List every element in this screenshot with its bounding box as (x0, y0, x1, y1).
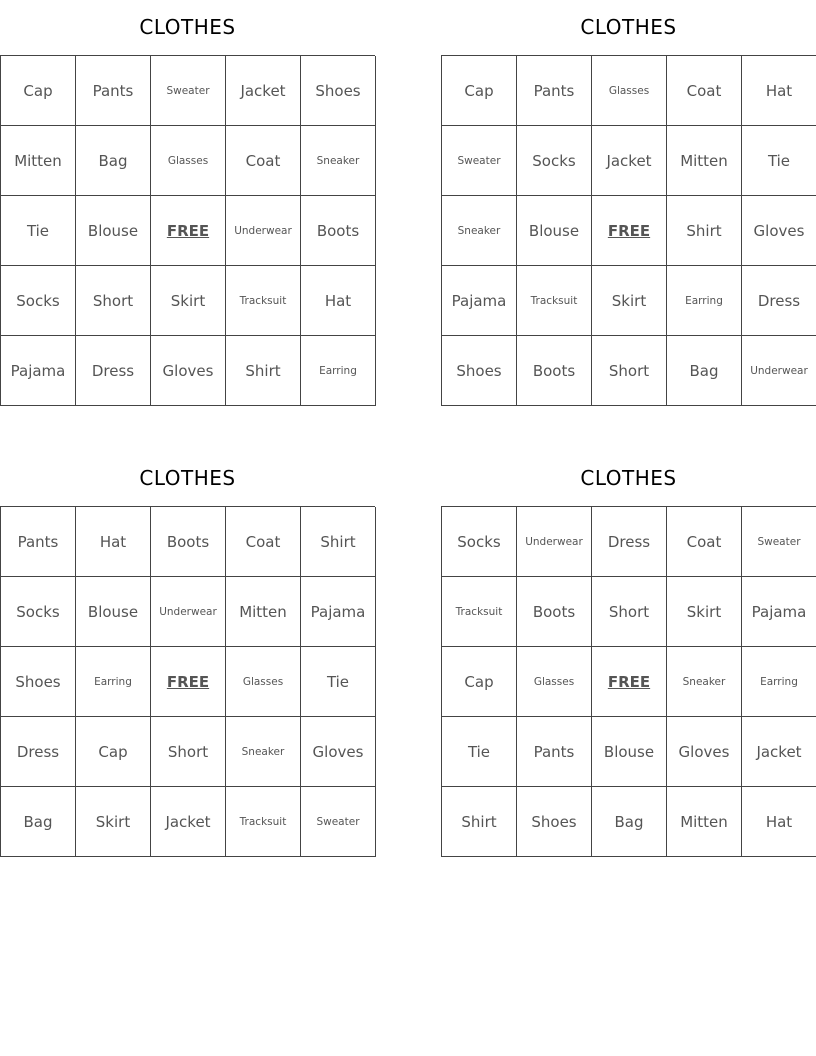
free-space-cell: FREE (151, 647, 226, 717)
bingo-cell: Skirt (76, 787, 151, 857)
bingo-cell: Pants (1, 507, 76, 577)
bingo-cell: Gloves (742, 196, 816, 266)
bingo-card-4 (441, 451, 816, 857)
bingo-cell: Glasses (151, 126, 226, 196)
bingo-cell: Pajama (1, 336, 76, 406)
bingo-cell: Glasses (517, 647, 592, 717)
bingo-cell: Dress (592, 507, 667, 577)
bingo-cell: Earring (667, 266, 742, 336)
bingo-cell: Sweater (301, 787, 376, 857)
bingo-cell: Sneaker (667, 647, 742, 717)
bingo-cell: Blouse (76, 577, 151, 647)
bingo-cell: Jacket (592, 126, 667, 196)
bingo-grid (0, 506, 375, 857)
bingo-cell: Bag (1, 787, 76, 857)
bingo-cell: Gloves (667, 717, 742, 787)
card-title: CLOTHES (580, 15, 677, 39)
bingo-cell: Earring (76, 647, 151, 717)
bingo-cell: Boots (301, 196, 376, 266)
bingo-cell: Short (592, 336, 667, 406)
bingo-card-3 (0, 451, 375, 857)
bingo-cell: Tracksuit (226, 787, 301, 857)
bingo-cell: Sneaker (442, 196, 517, 266)
bingo-cell: Pajama (742, 577, 816, 647)
card-title: CLOTHES (580, 466, 677, 490)
bingo-cell: Earring (742, 647, 816, 717)
bingo-cell: Tracksuit (517, 266, 592, 336)
bingo-cell: Tie (442, 717, 517, 787)
bingo-cell: Underwear (226, 196, 301, 266)
bingo-card-1 (0, 0, 375, 406)
bingo-cell: Tie (301, 647, 376, 717)
card-title: CLOTHES (139, 15, 236, 39)
bingo-cell: Hat (76, 507, 151, 577)
bingo-cell: Glasses (226, 647, 301, 717)
card-title: CLOTHES (139, 466, 236, 490)
bingo-cell: Sweater (742, 507, 816, 577)
bingo-cell: Dress (1, 717, 76, 787)
bingo-grid (0, 55, 375, 406)
bingo-cell: Mitten (667, 126, 742, 196)
bingo-cell: Coat (667, 56, 742, 126)
free-space-cell: FREE (592, 196, 667, 266)
bingo-cell: Skirt (151, 266, 226, 336)
bingo-cell: Shirt (226, 336, 301, 406)
bingo-cell: Sneaker (301, 126, 376, 196)
bingo-cell: Tracksuit (226, 266, 301, 336)
bingo-cell: Short (76, 266, 151, 336)
bingo-cell: Earring (301, 336, 376, 406)
bingo-cell: Bag (76, 126, 151, 196)
bingo-cell: Shoes (517, 787, 592, 857)
bingo-cell: Cap (1, 56, 76, 126)
bingo-cell: Sweater (442, 126, 517, 196)
bingo-card-2 (441, 0, 816, 406)
bingo-cell: Cap (442, 56, 517, 126)
bingo-cell: Coat (226, 126, 301, 196)
bingo-cell: Shoes (442, 336, 517, 406)
bingo-cell: Jacket (742, 717, 816, 787)
bingo-cell: Blouse (517, 196, 592, 266)
free-space-cell: FREE (592, 647, 667, 717)
bingo-cell: Mitten (1, 126, 76, 196)
bingo-cell: Blouse (76, 196, 151, 266)
bingo-cell: Hat (301, 266, 376, 336)
bingo-cell: Mitten (667, 787, 742, 857)
bingo-cell: Glasses (592, 56, 667, 126)
bingo-cell: Bag (667, 336, 742, 406)
bingo-cell: Socks (1, 577, 76, 647)
bingo-cell: Coat (667, 507, 742, 577)
bingo-cell: Pants (517, 56, 592, 126)
free-space-cell: FREE (151, 196, 226, 266)
bingo-cell: Pajama (442, 266, 517, 336)
bingo-cell: Underwear (517, 507, 592, 577)
bingo-cell: Boots (517, 336, 592, 406)
bingo-cell: Jacket (226, 56, 301, 126)
bingo-cell: Gloves (151, 336, 226, 406)
bingo-cell: Sneaker (226, 717, 301, 787)
bingo-cell: Shirt (667, 196, 742, 266)
bingo-cell: Underwear (151, 577, 226, 647)
bingo-cell: Boots (151, 507, 226, 577)
bingo-cell: Short (592, 577, 667, 647)
bingo-cell: Dress (76, 336, 151, 406)
bingo-cell: Pajama (301, 577, 376, 647)
bingo-cell: Skirt (667, 577, 742, 647)
bingo-cell: Coat (226, 507, 301, 577)
bingo-cell: Blouse (592, 717, 667, 787)
bingo-cell: Hat (742, 56, 816, 126)
bingo-cell: Shoes (1, 647, 76, 717)
bingo-cell: Tie (742, 126, 816, 196)
bingo-cell: Boots (517, 577, 592, 647)
bingo-cell: Tie (1, 196, 76, 266)
bingo-cell: Hat (742, 787, 816, 857)
bingo-cell: Pants (76, 56, 151, 126)
bingo-grid (441, 506, 816, 857)
bingo-cell: Socks (517, 126, 592, 196)
bingo-cell: Cap (442, 647, 517, 717)
bingo-cell: Pants (517, 717, 592, 787)
bingo-grid (441, 55, 816, 406)
bingo-cell: Shirt (301, 507, 376, 577)
bingo-cell: Socks (442, 507, 517, 577)
bingo-cell: Cap (76, 717, 151, 787)
bingo-cell: Mitten (226, 577, 301, 647)
bingo-cell: Gloves (301, 717, 376, 787)
bingo-cell: Jacket (151, 787, 226, 857)
bingo-cell: Dress (742, 266, 816, 336)
bingo-cell: Bag (592, 787, 667, 857)
bingo-cell: Shoes (301, 56, 376, 126)
bingo-cell: Skirt (592, 266, 667, 336)
bingo-cell: Short (151, 717, 226, 787)
bingo-cell: Sweater (151, 56, 226, 126)
bingo-cell: Tracksuit (442, 577, 517, 647)
bingo-cell: Underwear (742, 336, 816, 406)
bingo-cell: Shirt (442, 787, 517, 857)
bingo-cell: Socks (1, 266, 76, 336)
